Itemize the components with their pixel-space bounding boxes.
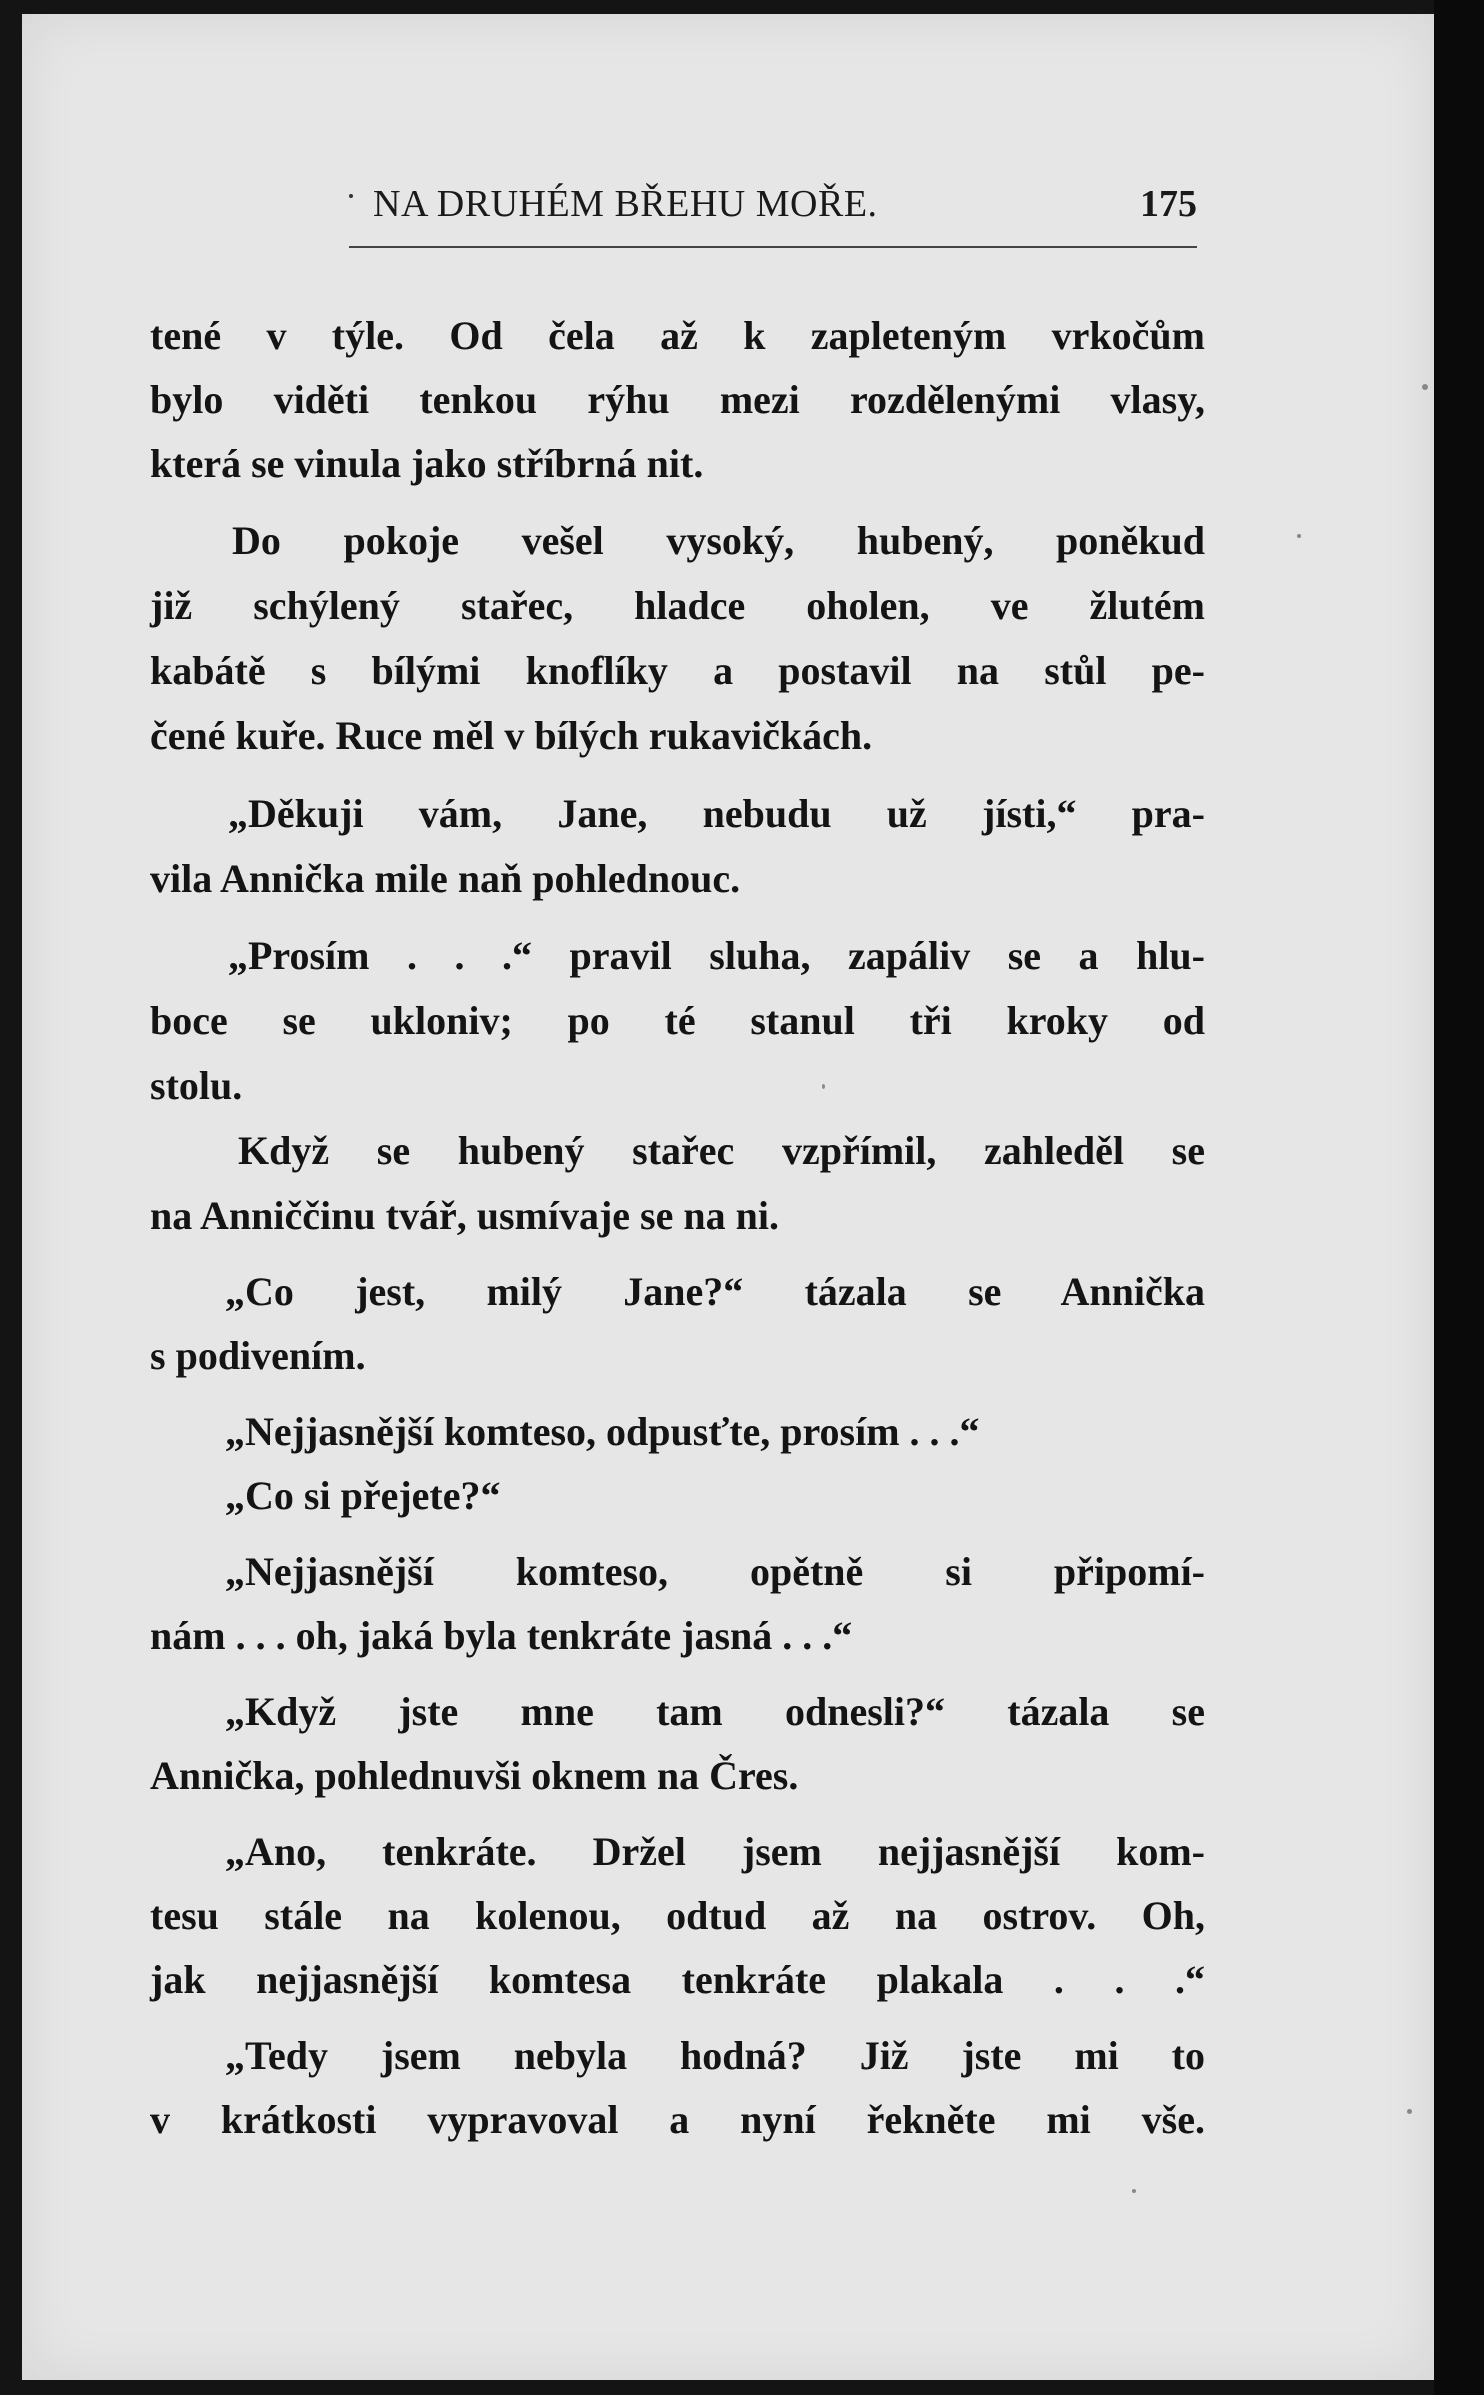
running-title: NA DRUHÉM BŘEHU MOŘE. — [373, 183, 878, 225]
text-line: kabátě s bílými knoflíky a postavil na stůl pe- — [150, 648, 1205, 693]
text-line: „Nejjasnější komteso, odpusťte, prosím . . .“ — [225, 1409, 980, 1454]
text-line: čené kuře. Ruce měl v bílých rukavičkách. — [150, 713, 873, 758]
text-line: „Tedy jsem nebyla hodná? Již jste mi to — [225, 2033, 1205, 2078]
page-number: 175 — [1140, 183, 1197, 225]
text-line: bylo viděti tenkou rýhu mezi rozdělenými vlasy, — [150, 377, 1205, 422]
text-line: tené v týle. Od čela až k zapleteným vrkočům — [150, 313, 1205, 358]
text-line: Do pokoje vešel vysoký, hubený, poněkud — [232, 518, 1205, 563]
text-line: již schýlený stařec, hladce oholen, ve žlutém — [150, 583, 1205, 628]
text-line: Annička, pohlednuvši oknem na Čres. — [150, 1753, 799, 1798]
text-line: vila Annička mile naň pohlednouc. — [150, 856, 741, 901]
text-line: nám . . . oh, jaká byla tenkráte jasná . . .“ — [150, 1613, 853, 1658]
text-line: s podivením. — [150, 1333, 366, 1378]
scan-dark-edge — [1434, 0, 1484, 2395]
text-line: Když se hubený stařec vzpřímil, zahleděl se — [238, 1128, 1205, 1173]
text-line: boce se ukloniv; po té stanul tři kroky od — [150, 998, 1205, 1043]
text-line: tesu stále na kolenou, odtud až na ostrov. Oh, — [150, 1893, 1205, 1938]
text-line: „Nejjasnější komteso, opětně si připomí- — [225, 1549, 1205, 1594]
header-rule — [349, 246, 1197, 248]
text-line: stolu. — [150, 1063, 243, 1108]
text-line: „Ano, tenkráte. Držel jsem nejjasnější kom- — [225, 1829, 1205, 1874]
text-line: v krátkosti vypravoval a nyní řekněte mi vše. — [150, 2097, 1205, 2142]
text-line: „Co si přejete?“ — [225, 1473, 501, 1518]
text-line: „Když jste mne tam odnesli?“ tázala se — [225, 1689, 1205, 1734]
text-line: „Děkuji vám, Jane, nebudu už jísti,“ pra- — [228, 791, 1205, 836]
running-head — [349, 182, 1197, 232]
text-line: na Anniččinu tvář, usmívaje se na ni. — [150, 1193, 779, 1238]
text-line: „Co jest, milý Jane?“ tázala se Annička — [225, 1269, 1205, 1314]
head-dot — [349, 194, 353, 198]
text-line: „Prosím . . .“ pravil sluha, zapáliv se a hlu- — [228, 933, 1205, 978]
text-line: která se vinula jako stříbrná nit. — [150, 441, 704, 486]
text-line: jak nejjasnější komtesa tenkráte plakala . . .“ — [150, 1957, 1205, 2002]
